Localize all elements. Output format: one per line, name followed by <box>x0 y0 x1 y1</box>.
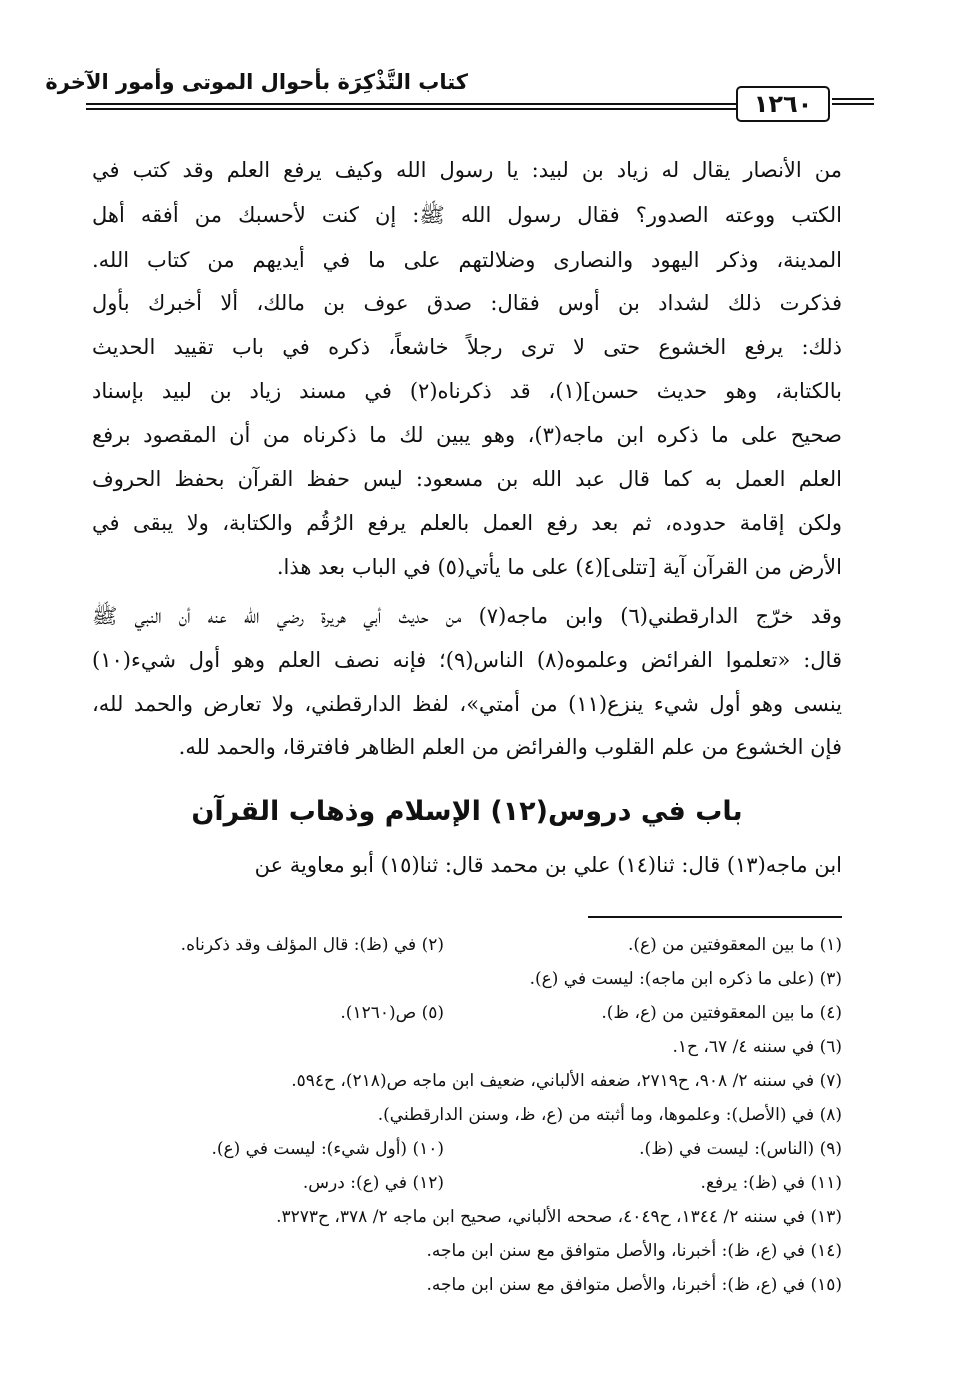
footnote-rule <box>588 916 842 918</box>
footnote: (٥) ص(١٢٦٠). <box>340 1003 444 1023</box>
footnote: (٨) في (الأصل): وعلموها، وما أثبته من (ع، ظ، وسنن الدارقطني). <box>377 1105 842 1125</box>
footnote-row <box>90 1202 842 1232</box>
footnote-row <box>90 998 842 1028</box>
footnote: (١٢) في (ع): درس. <box>302 1173 444 1193</box>
footnote: (١١) في (ظ): يرفع. <box>700 1173 842 1193</box>
body-line: من الأنصار يقال له زياد بن لبيد: يا رسول الله وكيف يرفع العلم وقد كتب في <box>92 158 842 182</box>
body-line: الكتب ووعته الصدور؟ فقال رسول الله ﷺ: إن كنت لأحسبك من أفقه أهل <box>92 203 842 227</box>
footnote-row <box>90 1270 842 1300</box>
footnote: (١٥) في (ع، ظ): أخبرنا، والأصل متوافق مع سنن ابن ماجه. <box>426 1275 842 1295</box>
footnote: (٣) (على ما ذكره ابن ماجه): ليست في (ع). <box>529 969 842 989</box>
header-rule <box>86 108 736 110</box>
body-line: الأرض من القرآن آية [تتلى](٤) على ما يأتي(٥) في الباب بعد هذا. <box>276 555 842 579</box>
page-number: ١٢٦٠ <box>736 86 830 122</box>
header-rule <box>832 103 874 105</box>
footnote-row <box>90 1066 842 1096</box>
header-rule <box>832 98 874 100</box>
running-title: كتاب التَّذْكِرَة بأحوال الموتى وأمور الآخرة <box>45 70 468 94</box>
body-line: ابن ماجه(١٣) قال: ثنا(١٤) علي بن محمد قال: ثنا(١٥) أبو معاوية عن <box>254 853 842 877</box>
footnote-row <box>90 964 842 994</box>
footnote-row <box>90 1236 842 1266</box>
footnote: (٤) ما بين المعقوفتين من (ع، ظ). <box>601 1003 842 1023</box>
body-line: ينسى وهو أول شيء ينزع(١١) من أمتي»، لفظ الدارقطني، ولا تعارض والحمد لله، <box>92 692 843 716</box>
body-line: فإن الخشوع من علم القلوب والفرائض من العلم الظاهر فافترقا، والحمد لله. <box>178 735 842 759</box>
body-line: وقد خرّج الدارقطني(٦) وابن ماجه(٧) من حديث أبي هريرة رضي الله عنه أن النبي ﷺ <box>92 604 842 628</box>
footnote: (١) ما بين المعقوفتين من (ع). <box>627 935 842 955</box>
footnote: (١٤) في (ع، ظ): أخبرنا، والأصل متوافق مع سنن ابن ماجه. <box>426 1241 842 1261</box>
body-line: فذكرت ذلك لشداد بن أوس فقال: صدق عوف بن مالك، ألا أخبرك بأول <box>92 291 842 315</box>
footnote: (٩) (الناس): ليست في (ظ). <box>639 1139 842 1159</box>
header-rule <box>86 103 736 105</box>
footnote: (٧) في سننه ٢/ ٩٠٨، ح٢٧١٩، ضعفه الألباني، ضعيف ابن ماجه ص(٢١٨)، ح٥٩٤. <box>291 1071 842 1091</box>
footnote-row <box>90 1100 842 1130</box>
footnote-row <box>90 1168 842 1198</box>
footnote-row <box>90 1032 842 1062</box>
footnote-row <box>90 930 842 960</box>
body-line: صحيح على ما ذكره ابن ماجه(٣)، وهو يبين لك ما ذكرناه من أن المقصود برفع <box>92 423 842 447</box>
body-line: العلم العمل به كما قال عبد الله بن مسعود: ليس حفظ القرآن بحفظ الحروف <box>92 467 842 491</box>
body-line: قال: «تعلموا الفرائض وعلموه(٨) الناس(٩)؛ فإنه نصف العلم وهو أول شيء(١٠) <box>92 648 842 672</box>
chapter-heading: باب في دروس(١٢) الإسلام وذهاب القرآن <box>191 796 743 827</box>
footnote: (١٠) (أول شيء): ليست في (ع). <box>211 1139 444 1159</box>
footnote: (٢) في (ظ): قال المؤلف وقد ذكرناه. <box>180 935 444 955</box>
body-line: بالكتابة، وهو حديث حسن](١)، قد ذكرناه(٢) في مسند زياد بن لبيد بإسناد <box>92 379 842 403</box>
body-line: المدينة، وذكر اليهود والنصارى وضلالتهم على ما في أيديهم من كتاب الله. <box>92 248 842 272</box>
footnote: (٦) في سننه ٤/ ٦٧، ح١. <box>672 1037 842 1057</box>
footnote: (١٣) في سننه ٢/ ١٣٤٤، ح٤٠٤٩، صححه الألباني، صحيح ابن ماجه ٢/ ٣٧٨، ح٣٢٧٣. <box>276 1207 842 1227</box>
footnote-row <box>90 1134 842 1164</box>
body-line: ولكن إقامة حدوده، ثم بعد رفع العمل بالعلم يرفع الرُقُم والكتابة، ولا يبقى في <box>92 511 842 535</box>
body-line: ذلك: يرفع الخشوع حتى لا ترى رجلاً خاشعاً، ذكره في باب تقييد الحديث <box>92 335 842 359</box>
